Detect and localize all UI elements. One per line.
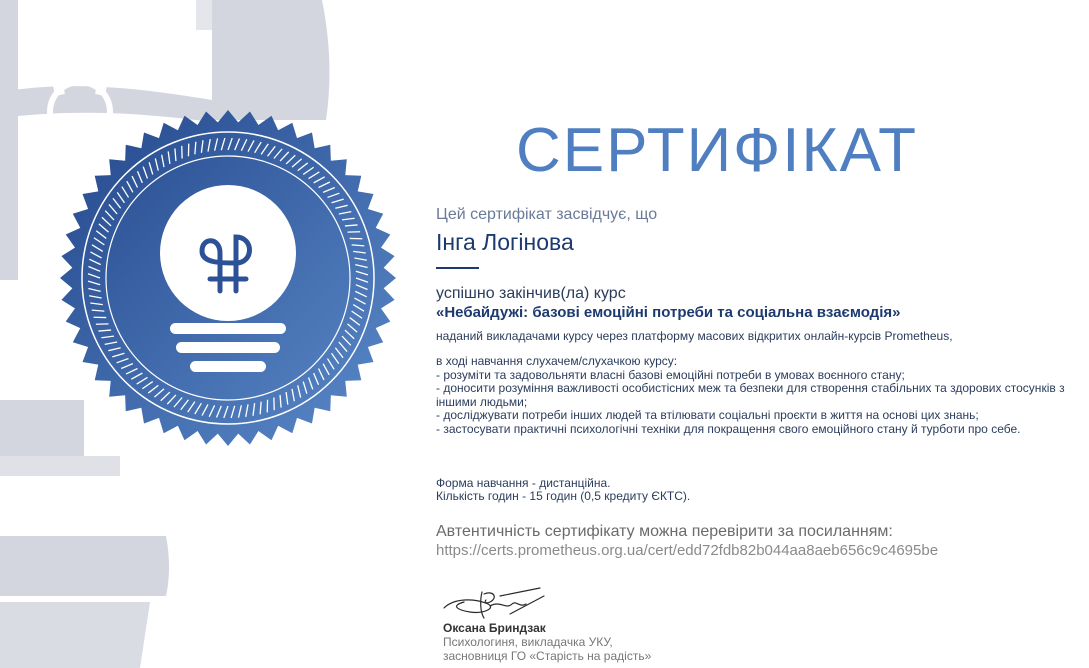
course-title: «Небайдужі: базові емоційні потреби та соціальна взаємодія» <box>436 304 901 321</box>
certificate-intro: Цей сертифікат засвідчує, що <box>436 206 658 223</box>
outcomes-intro: в ході навчання слухачем/слухачкою курсу: <box>436 354 678 368</box>
handwritten-signature <box>440 584 550 622</box>
outcome-item: - досліджувати потреби інших людей та втілювати соціальні проєкти в життя на основі цих знань; <box>436 408 979 423</box>
authenticity-link[interactable]: https://certs.prometheus.org.ua/cert/edd72fdb82b044aa8aeb656c9c4695be <box>436 542 939 559</box>
recipient-name: Інга Логінова <box>436 229 574 255</box>
outcome-item: - розуміти та задовольняти власні базові емоційні потреби в умовах воєнного стану; <box>436 367 905 382</box>
signer-organization: засновниця ГО «Старість на радість» <box>443 649 652 663</box>
learning-outcomes <box>436 355 1086 437</box>
completed-label: успішно закінчив(ла) курс <box>436 285 626 302</box>
outcome-item: - доносити розуміння важливості особистісних меж та безпеки для створення стабільних та здорових стосунків з іншими людьми; <box>436 381 1065 409</box>
lightbulb-seal-icon <box>58 91 398 465</box>
authenticity-label: Автентичність сертифікату можна перевірити за посиланням: <box>436 523 893 540</box>
signer-name: Оксана Бриндзак <box>443 621 546 635</box>
name-underline <box>436 267 479 269</box>
outcome-item: - застосувати практичні психологічні техніки для покращення свого емоційного стану й турботи про себе. <box>436 421 1021 436</box>
signer-role: Психологиня, викладачка УКУ, <box>443 635 613 649</box>
certificate-title: СЕРТИФІКАТ <box>516 116 918 185</box>
course-hours: Кількість годин - 15 годин (0,5 кредиту ЄКТС). <box>436 489 691 503</box>
study-form: Форма навчання - дистанційна. <box>436 476 611 490</box>
provider-text: наданий викладачами курсу через платформу масових відкритих онлайн-курсів Prometheus, <box>436 329 953 343</box>
